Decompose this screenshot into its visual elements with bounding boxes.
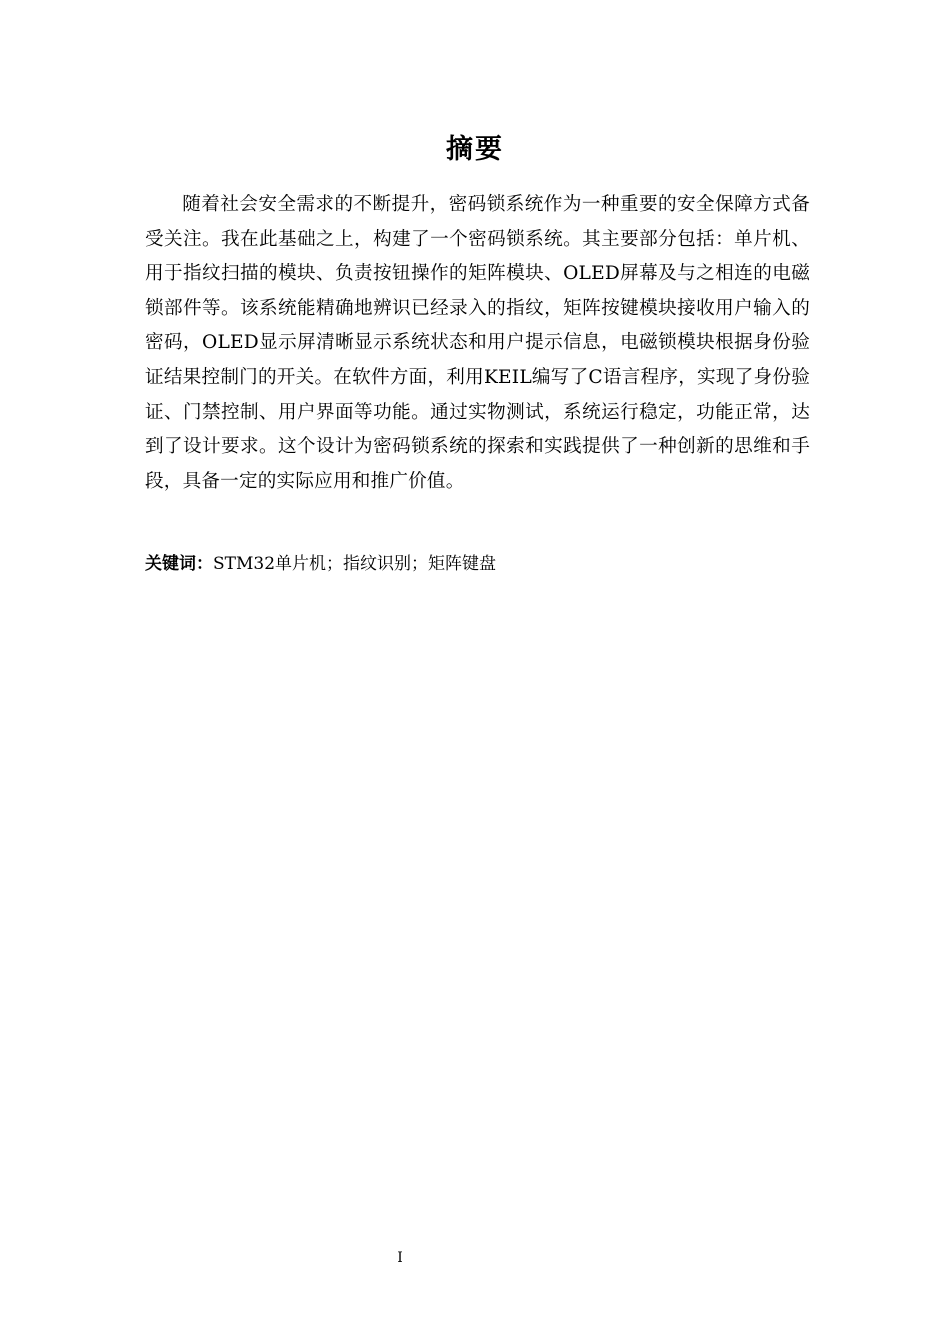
abstract-paragraph: 随着社会安全需求的不断提升，密码锁系统作为一种重要的安全保障方式备受关注。我在此基础之上，构建了一个密码锁系统。其主要部分包括：单片机、用于指纹扫描的模块、负责按钮操作的矩阵模块、OLED屏幕及与之相连的电磁锁部件等。该系统能精确地辨识已经录入的指纹，矩阵按键模块接收用户输入的密码，OLED显示屏清晰显示系统状态和用户提示信息，电磁锁模块根据身份验证结果控制门的开关。在软件方面，利用KEIL编写了C语言程序，实现了身份验证、门禁控制、用户界面等功能。通过实物测试，系统运行稳定，功能正常，达到了设计要求。这个设计为密码锁系统的探索和实践提供了一种创新的思维和手段，具备一定的实际应用和推广价值。 [145,194,810,492]
page-title: 摘要 [446,134,504,165]
keywords-line [145,548,810,580]
page-number: I [397,1250,403,1266]
keywords-label: 关键词： [145,554,213,574]
keywords-value: STM32单片机；指纹识别；矩阵键盘 [213,554,497,574]
